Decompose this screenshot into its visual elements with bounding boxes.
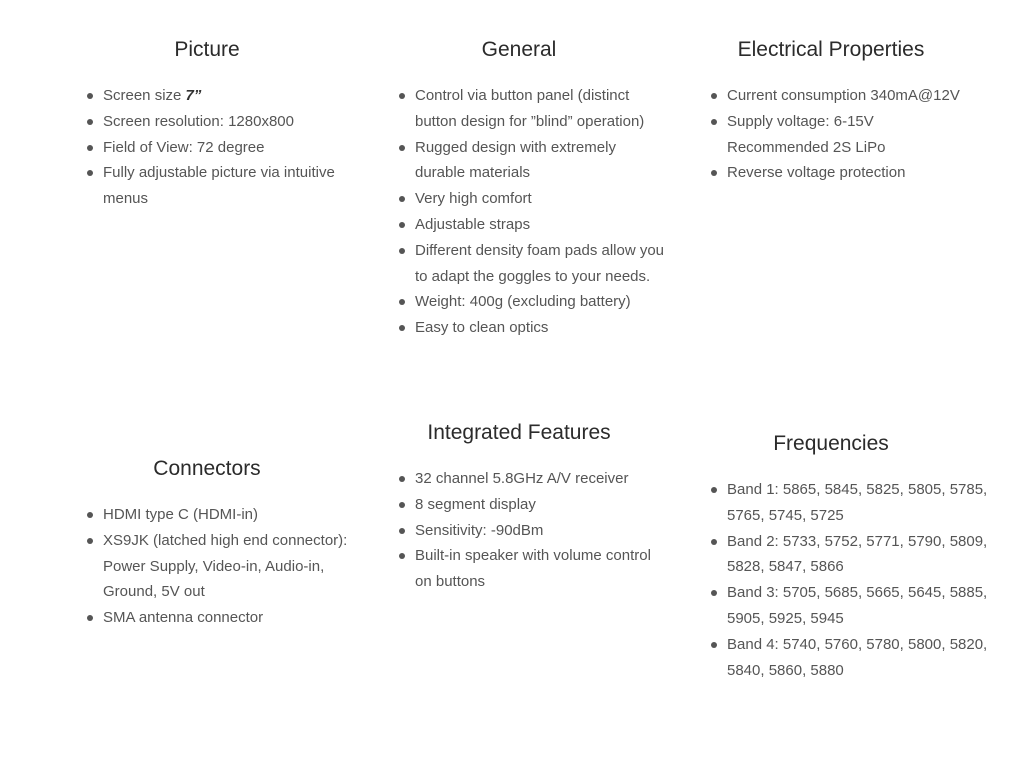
list-item: Current consumption 340mA@12V xyxy=(711,83,977,109)
list-item: Weight: 400g (excluding battery) xyxy=(399,289,665,315)
spec-list-frequencies xyxy=(711,477,991,683)
list-item: Band 2: 5733, 5752, 5771, 5790, 5809, 5828, 5847, 5866 xyxy=(711,529,989,581)
list-item: Field of View: 72 degree xyxy=(87,135,348,161)
section-title-picture: Picture xyxy=(174,38,240,61)
bullet-icon xyxy=(399,93,405,99)
spec-list-picture xyxy=(87,83,367,212)
spec-list-connectors xyxy=(87,502,367,631)
list-item: Screen resolution: 1280x800 xyxy=(87,109,348,135)
list-item: HDMI type C (HDMI-in) xyxy=(87,502,348,528)
bullet-icon xyxy=(87,615,93,621)
bullet-icon xyxy=(399,528,405,534)
list-item: Screen size 7” xyxy=(87,83,348,109)
list-item: 8 segment display xyxy=(399,492,665,518)
bullet-icon xyxy=(399,248,405,254)
list-item: Adjustable straps xyxy=(399,212,665,238)
bullet-icon xyxy=(711,487,717,493)
list-item: Band 4: 5740, 5760, 5780, 5800, 5820, 5840, 5860, 5880 xyxy=(711,632,989,684)
section-title-integrated-features: Integrated Features xyxy=(427,421,611,444)
spec-list-general xyxy=(399,83,679,341)
list-item: Band 1: 5865, 5845, 5825, 5805, 5785, 5765, 5745, 5725 xyxy=(711,477,989,529)
bullet-icon xyxy=(87,538,93,544)
bullet-icon xyxy=(399,476,405,482)
bullet-icon xyxy=(87,93,93,99)
list-item: Different density foam pads allow you to adapt the goggles to your needs. xyxy=(399,238,665,290)
bullet-icon xyxy=(399,502,405,508)
bullet-icon xyxy=(711,642,717,648)
bullet-icon xyxy=(87,145,93,151)
list-item: Reverse voltage protection xyxy=(711,160,977,186)
list-item: SMA antenna connector xyxy=(87,605,348,631)
bullet-icon xyxy=(711,119,717,125)
section-title-frequencies: Frequencies xyxy=(773,432,889,455)
bullet-icon xyxy=(399,325,405,331)
bullet-icon xyxy=(399,553,405,559)
list-item: Sensitivity: -90dBm xyxy=(399,518,665,544)
bullet-icon xyxy=(399,196,405,202)
spec-list-electrical xyxy=(711,83,991,186)
spec-list-integrated xyxy=(399,466,679,595)
section-title-connectors: Connectors xyxy=(153,457,261,480)
list-item: Very high comfort xyxy=(399,186,665,212)
bullet-icon xyxy=(711,590,717,596)
bullet-icon xyxy=(87,512,93,518)
bullet-icon xyxy=(711,93,717,99)
list-item: Easy to clean optics xyxy=(399,315,665,341)
list-item: 32 channel 5.8GHz A/V receiver xyxy=(399,466,665,492)
list-item: Control via button panel (distinct button design for ”blind” operation) xyxy=(399,83,665,135)
section-title-electrical-properties: Electrical Properties xyxy=(737,38,925,61)
list-item: Band 3: 5705, 5685, 5665, 5645, 5885, 5905, 5925, 5945 xyxy=(711,580,989,632)
bullet-icon xyxy=(399,299,405,305)
bullet-icon xyxy=(711,539,717,545)
list-item: Built-in speaker with volume control on buttons xyxy=(399,543,665,595)
list-item: Fully adjustable picture via intuitive menus xyxy=(87,160,348,212)
bullet-icon xyxy=(87,119,93,125)
bullet-icon xyxy=(399,145,405,151)
list-item: Supply voltage: 6-15V Recommended 2S LiPo xyxy=(711,109,977,161)
bullet-icon xyxy=(87,170,93,176)
screen-size-value: 7” xyxy=(185,87,202,104)
list-item: Rugged design with extremely durable materials xyxy=(399,135,665,187)
bullet-icon xyxy=(399,222,405,228)
bullet-icon xyxy=(711,170,717,176)
section-title-general: General xyxy=(481,38,557,61)
list-item: XS9JK (latched high end connector): Power Supply, Video-in, Audio-in, Ground, 5V out xyxy=(87,528,348,605)
